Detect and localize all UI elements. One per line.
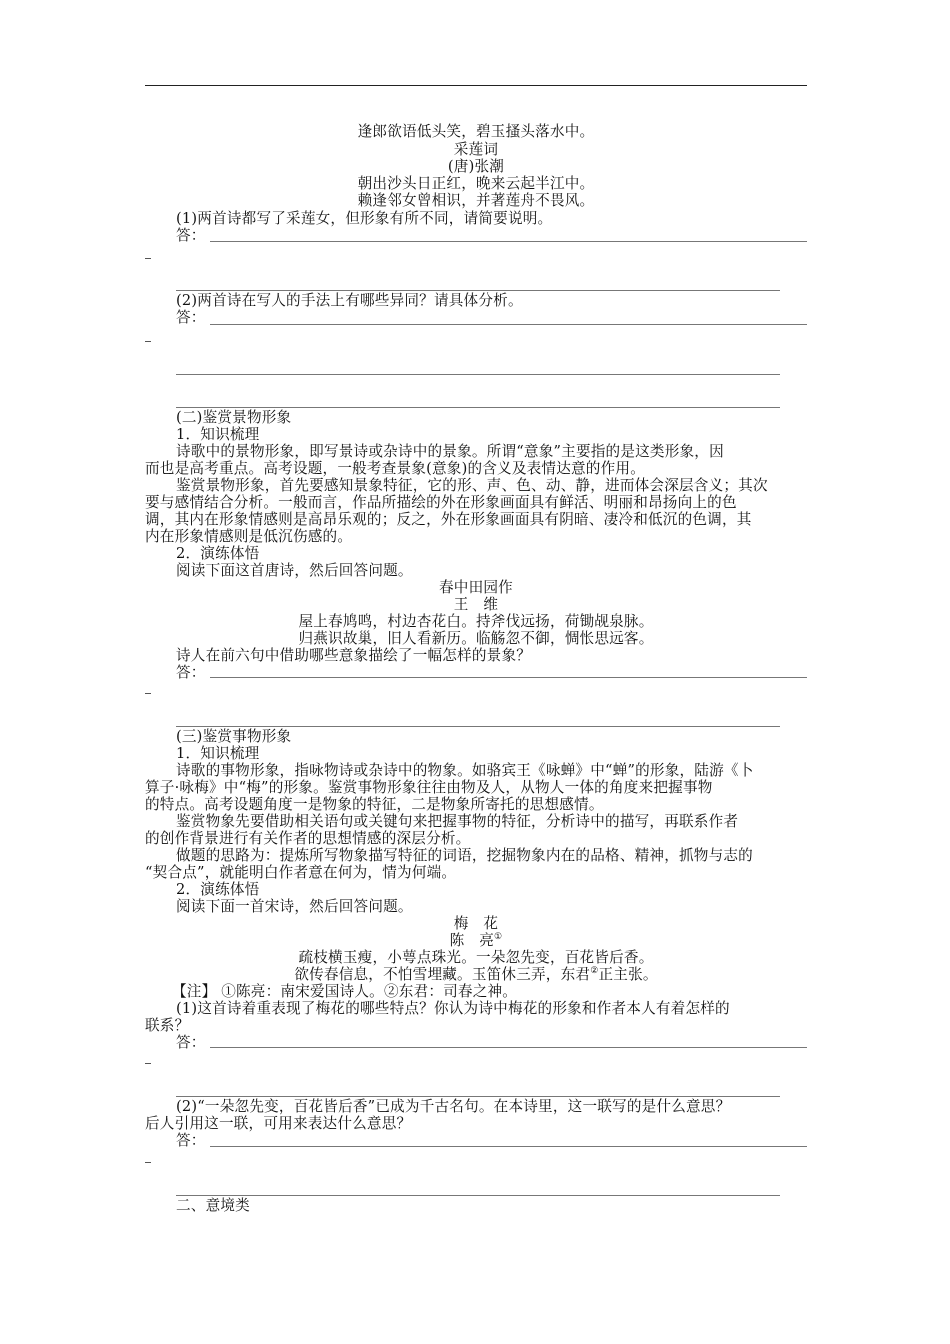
subsection-heading: 1．知识梳理 [176, 426, 260, 443]
footnote-marker: ② [590, 966, 599, 977]
poem-line-1: 疏枝横玉瘦，小萼点珠光。一朵忽先变，百花皆后香。 [298, 949, 654, 966]
poem-title: 春中田园作 [439, 579, 513, 596]
poem2-author: (唐)张潮 [447, 158, 505, 175]
answer-line[interactable] [210, 1146, 807, 1147]
section-heading: (三)鉴赏事物形象 [176, 728, 292, 745]
poem2-line-1: 朝出沙头日正红，晚来云起半江中。 [357, 175, 595, 192]
reading-intro: 阅读下面一首宋诗，然后回答问题。 [176, 898, 413, 915]
question-1: (1)这首诗着重表现了梅花的哪些特点？你认为诗中梅花的形象和作者本人有着怎样的 [176, 1000, 730, 1017]
paragraph-line: 的特点。高考设题角度一是物象的特征，二是物象所寄托的思想感情。 [145, 796, 604, 813]
question-2-cont: 后人引用这一联，可用来表达什么意思？ [145, 1115, 412, 1132]
question-2: (2)两首诗在写人的手法上有哪些异同？请具体分析。 [176, 292, 523, 309]
answer-label: 答： [176, 664, 206, 681]
answer-line[interactable] [210, 1047, 807, 1048]
poem2-line-2: 赖逢邻女曾相识，并著莲舟不畏风。 [357, 192, 595, 209]
answer-line-end [145, 1162, 151, 1163]
question-1: (1)两首诗都写了采莲女，但形象有所不同，请简要说明。 [176, 210, 553, 227]
next-section-heading: 二、意境类 [176, 1197, 250, 1214]
footnote: 【注】 ①陈亮：南宋爱国诗人。②东君：司春之神。 [172, 983, 518, 1000]
answer-label: 答： [176, 227, 206, 244]
answer-line[interactable] [210, 241, 807, 242]
question-2: (2)“一朵忽先变，百花皆后香”已成为千古名句。在本诗里，这一联写的是什么意思？ [176, 1098, 731, 1115]
footnote-marker: ① [494, 932, 503, 943]
poem-author-name: 陈 亮 [449, 932, 495, 949]
answer-label: 答： [176, 309, 206, 326]
header-rule [145, 85, 807, 86]
section-heading: (二)鉴赏景物形象 [176, 409, 292, 426]
paragraph-line: 的创作背景进行有关作者的思想情感的深层分析。 [145, 830, 471, 847]
poem1-last-line: 逢郎欲语低头笑，碧玉搔头落水中。 [357, 123, 595, 140]
question-1-cont: 联系？ [145, 1017, 190, 1034]
poem-title: 梅 花 [453, 915, 499, 932]
poem-line-2 [145, 966, 807, 984]
answer-label: 答： [176, 1034, 206, 1051]
answer-line[interactable] [176, 290, 780, 291]
subsection-heading: 2．演练体悟 [176, 545, 260, 562]
paragraph-line: “契合点”，就能明白作者意在何为，情为何端。 [145, 864, 457, 881]
answer-line-end [145, 693, 151, 694]
paragraph-line: 内在形象情感则是低沉伤感的。 [145, 528, 353, 545]
reading-intro: 阅读下面这首唐诗，然后回答问题。 [176, 562, 413, 579]
answer-line[interactable] [210, 324, 807, 325]
paragraph-line: 诗歌的事物形象，指咏物诗或杂诗中的物象。如骆宾王《咏蝉》中“蝉”的形象，陆游《卜 [176, 762, 754, 779]
answer-line[interactable] [176, 726, 780, 727]
answer-line[interactable] [176, 1195, 780, 1196]
poem-author: 王 维 [453, 596, 499, 613]
paragraph-line: 而也是高考重点。高考设题，一般考查景象(意象)的含义及表情达意的作用。 [145, 460, 645, 477]
subsection-heading: 1．知识梳理 [176, 745, 260, 762]
question: 诗人在前六句中借助哪些意象描绘了一幅怎样的景象？ [176, 647, 532, 664]
poem-line-1: 屋上春鸠鸣，村边杏花白。持斧伐远扬，荷锄觇泉脉。 [298, 613, 654, 630]
answer-line[interactable] [176, 1096, 780, 1097]
poem-author [145, 932, 807, 950]
answer-line-end [145, 341, 151, 342]
answer-line[interactable] [176, 374, 780, 375]
answer-line-end [145, 258, 151, 259]
paragraph-line: 鉴赏物象先要借助相关语句或关键句来把握事物的特征，分析诗中的描写，再联系作者 [176, 813, 739, 830]
paragraph-line: 调，其内在形象情感则是高昂乐观的；反之，外在形象画面具有阴暗、凄冷和低沉的色调，其 [145, 511, 752, 528]
answer-line[interactable] [176, 407, 780, 408]
poem-line-2: 归燕识故巢，旧人看新历。临觞忽不御，惆怅思远客。 [298, 630, 654, 647]
paragraph-line: 要与感情结合分析。一般而言，作品所描绘的外在形象画面具有鲜活、明丽和昂扬向上的色 [145, 494, 737, 511]
answer-line[interactable] [210, 677, 807, 678]
paragraph-line: 鉴赏景物形象，首先要感知景象特征，它的形、声、色、动、静，进而体会深层含义；其次 [176, 477, 768, 494]
subsection-heading: 2．演练体悟 [176, 881, 260, 898]
poem-line-2-end: 正主张。 [598, 966, 658, 983]
answer-label: 答： [176, 1132, 206, 1149]
poem-line-2-start: 欲传春信息，不怕雪埋藏。玉笛休三弄，东君 [294, 966, 591, 983]
answer-line-end [145, 1063, 151, 1064]
paragraph-line: 诗歌中的景物形象，即写景诗或杂诗中的景象。所谓“意象”主要指的是这类形象，因 [176, 443, 724, 460]
paragraph-line: 算子·咏梅》中“梅”的形象。鉴赏事物形象往往由物及人，从物人一体的角度来把握事物 [145, 779, 713, 796]
paragraph-line: 做题的思路为：提炼所写物象描写特征的词语，挖掘物象内在的品格、精神，抓物与志的 [176, 847, 753, 864]
poem2-title: 采莲词 [453, 141, 499, 158]
